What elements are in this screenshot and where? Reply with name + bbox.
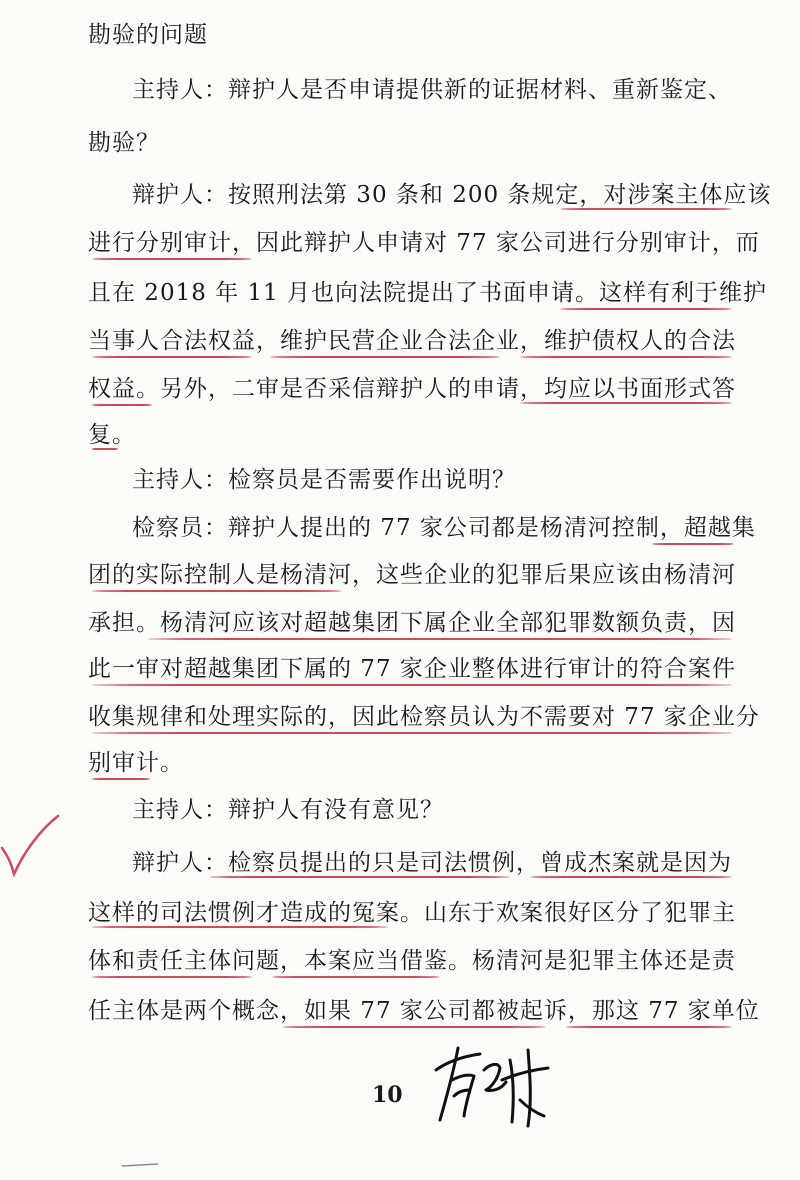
text-line: 且在 2018 年 11 月也向法院提出了书面申请。这样有利于维护 [88,280,768,306]
underline-mark [520,356,732,358]
underline-mark [92,684,732,686]
text-line: 检察员：辩护人提出的 77 家公司都是杨清河控制，超越集 [132,515,756,541]
text-line: 体和责任主体问题，本案应当借鉴。杨清河是犯罪主体还是责 [88,948,736,974]
page-number: 10 [372,1082,403,1108]
underline-mark [652,543,734,545]
underline-mark [566,1026,732,1028]
underline-mark [210,876,510,878]
text-line: 任主体是两个概念，如果 77 家公司都被起诉，那这 77 家单位 [88,998,760,1024]
text-line: 复。 [88,422,136,448]
text-line: 这样的司法惯例才造成的冤案。山东于欢案很好区分了犯罪主 [88,900,736,926]
text-line: 勘验的问题 [88,22,208,48]
underline-mark [560,308,732,310]
text-line: 团的实际控制人是杨清河，这些企业的犯罪后果应该由杨清河 [88,562,736,588]
underline-mark [92,356,252,358]
text-line: 勘验？ [88,130,160,156]
text-line: 别审计。 [88,750,184,776]
underline-mark [270,356,500,358]
underline-mark [148,638,732,640]
text-line: 辩护人：检察员提出的只是司法惯例，曾成杰案就是因为 [132,850,732,876]
text-line: 承担。杨清河应该对超越集团下属企业全部犯罪数额负责，因 [88,610,736,636]
underline-mark [282,1026,546,1028]
text-line: 收集规律和处理实际的，因此检察员认为不需要对 77 家企业分 [88,704,760,730]
underline-mark [530,876,732,878]
text-line: 辩护人：按照刑法第 30 条和 200 条规定，对涉案主体应该 [132,182,772,208]
text-line: 主持人：检察员是否需要作出说明？ [132,467,516,493]
underline-mark [272,976,440,978]
underline-mark [92,778,150,780]
underline-mark [560,208,732,210]
text-line: 当事人合法权益，维护民营企业合法企业，维护债权人的合法 [88,328,736,354]
underline-mark [92,404,152,406]
underline-mark [92,590,342,592]
text-line: 权益。另外，二审是否采信辩护人的申请，均应以书面形式答 [88,376,736,402]
text-line: 进行分别审计，因此辩护人申请对 77 家公司进行分别审计，而 [88,230,760,256]
text-line: 主持人：辩护人有没有意见？ [132,797,444,823]
text-line: 此一审对超越集团下属的 77 家企业整体进行审计的符合案件 [88,656,736,682]
underline-mark [92,732,732,734]
underline-mark [92,448,118,450]
signature [428,1040,558,1130]
underline-mark [520,402,732,404]
check-mark-icon [0,812,62,882]
underline-mark [92,976,252,978]
underline-mark [92,258,252,260]
text-line: 主持人：辩护人是否申请提供新的证据材料、重新鉴定、 [132,77,732,103]
underline-mark [92,926,388,928]
pencil-mark [120,1158,160,1172]
